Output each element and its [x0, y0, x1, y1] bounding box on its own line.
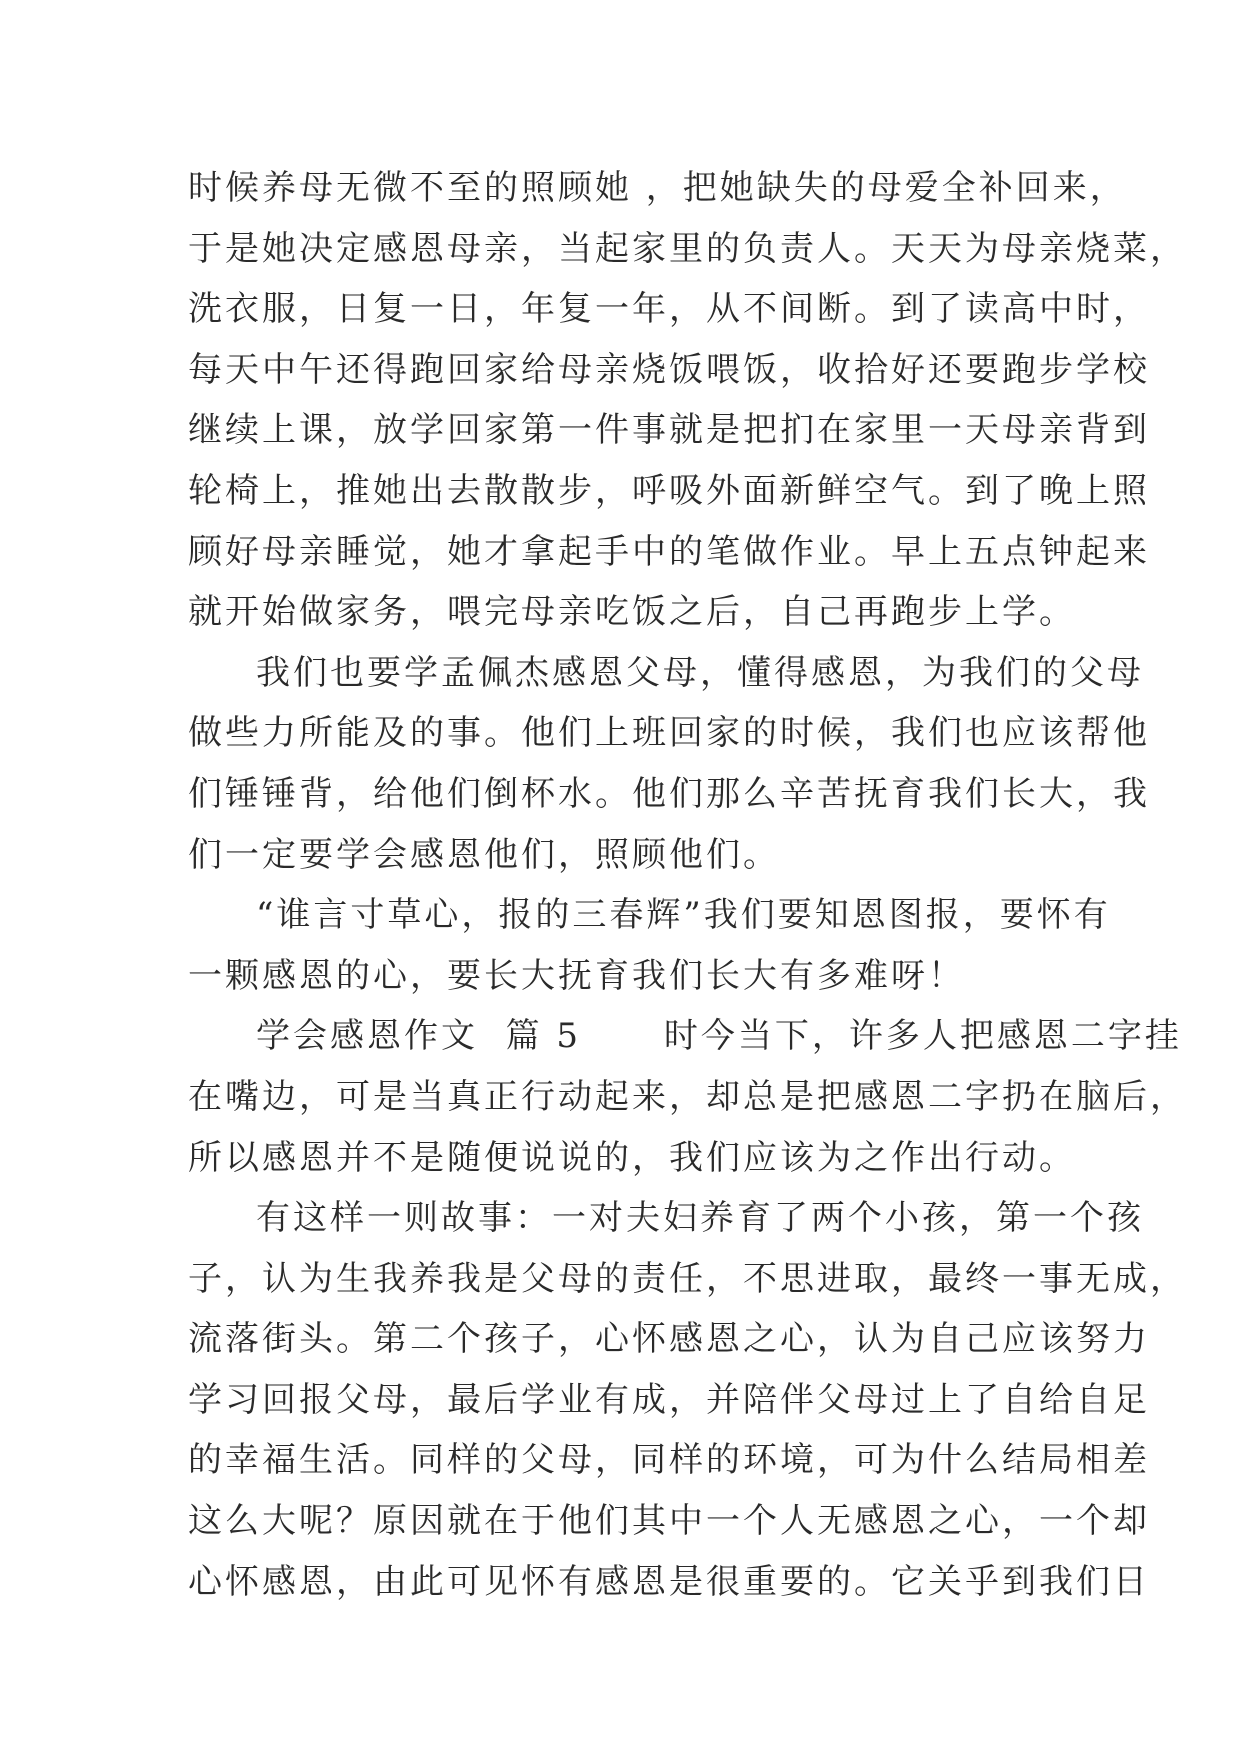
- text-line: 流落街头。第二个孩子，心怀感恩之心，认为自己应该努力: [188, 1319, 1150, 1360]
- text-line: 做些力所能及的事。他们上班回家的时候，我们也应该帮他: [188, 713, 1150, 754]
- text-line: 洗衣服，日复一日，年复一年，从不间断。到了读高中时，: [188, 289, 1150, 330]
- paragraph-start-line: “谁言寸草心，报的三春辉”我们要知恩图报，要怀有: [256, 895, 1111, 936]
- text-line: 于是她决定感恩母亲，当起家里的负责人。天天为母亲烧菜，: [188, 228, 1187, 269]
- text-line: 们锤锤背，给他们倒杯水。他们那么辛苦抚育我们长大，我: [188, 773, 1150, 814]
- body-text: [188, 158, 1187, 1612]
- section-heading-line: 学会感恩作文 篇 5 时今当下，许多人把感恩二字挂: [256, 1016, 1182, 1057]
- text-line: 继续上课，放学回家第一件事就是把扪在家里一天母亲背到: [188, 410, 1150, 451]
- text-line: 顾好母亲睡觉，她才拿起手中的笔做作业。早上五点钟起来: [188, 531, 1150, 572]
- text-line: 每天中午还得跑回家给母亲烧饭喂饭，收拾好还要跑步学校: [188, 349, 1150, 390]
- paragraph-start-line: 有这样一则故事：一对夫妇养育了两个小孩，第一个孩: [256, 1198, 1144, 1239]
- text-line: 一颗感恩的心，要长大抚育我们长大有多难呀！: [188, 955, 965, 996]
- text-line: 的幸福生活。同样的父母，同样的环境，可为什么结局相差: [188, 1440, 1150, 1481]
- text-line: 就开始做家务，喂完母亲吃饭之后，自己再跑步上学。: [188, 592, 1076, 633]
- paragraph-start-line: 我们也要学孟佩杰感恩父母，懂得感恩，为我们的父母: [256, 652, 1144, 693]
- text-line: 时候养母无微不至的照顾她 ，把她缺失的母爱全补回来，: [188, 168, 1127, 208]
- text-line: 们一定要学会感恩他们，照顾他们。: [188, 834, 780, 875]
- text-line: 学习回报父母，最后学业有成，并陪伴父母过上了自给自足: [188, 1379, 1150, 1420]
- text-line: 在嘴边，可是当真正行动起来，却总是把感恩二字扔在脑后，: [188, 1076, 1187, 1117]
- text-line: 轮椅上，推她出去散散步，呼吸外面新鲜空气。到了晚上照: [188, 470, 1150, 511]
- text-line: 所以感恩并不是随便说说的，我们应该为之作出行动。: [188, 1137, 1076, 1178]
- text-line: 这么大呢？原因就在于他们其中一个人无感恩之心，一个却: [188, 1501, 1150, 1542]
- text-line: 子，认为生我养我是父母的责任，不思进取，最终一事无成，: [188, 1258, 1187, 1299]
- text-line: 心怀感恩，由此可见怀有感恩是很重要的。它关乎到我们日: [188, 1561, 1150, 1602]
